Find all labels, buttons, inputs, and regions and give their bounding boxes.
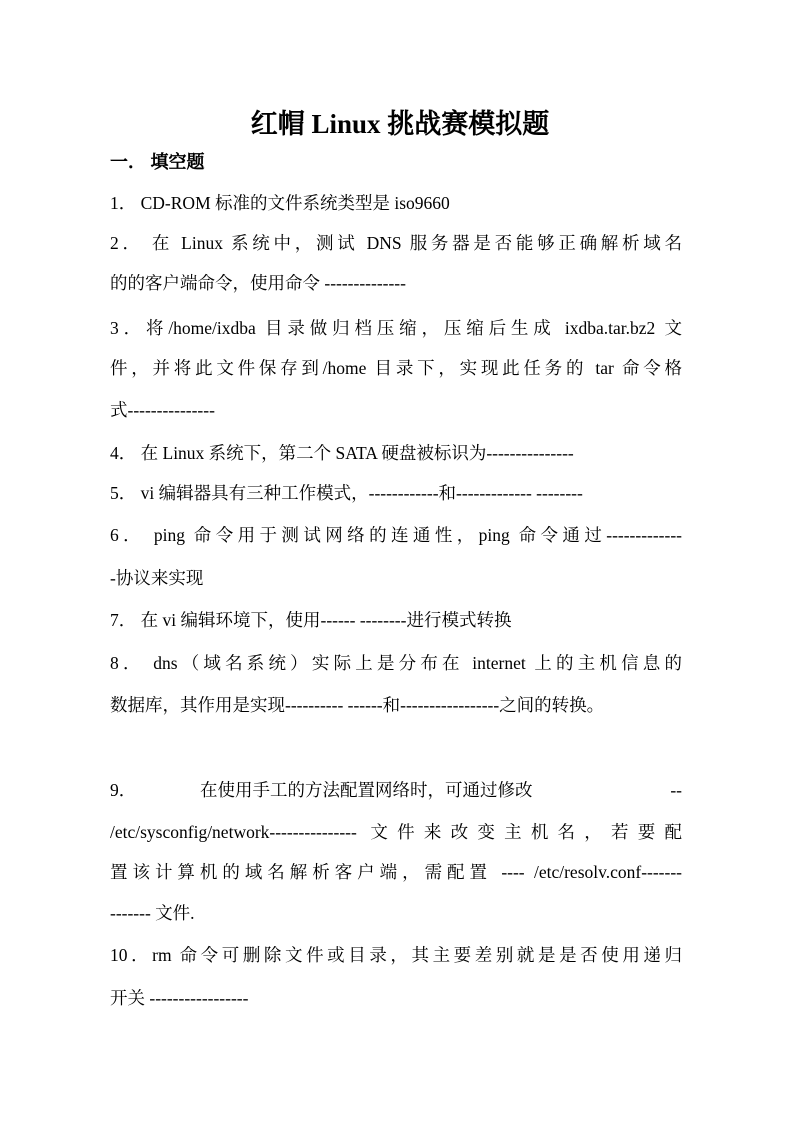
question-6: 6． ping 命令用于测试网络的连通性，ping 命令通过-------------	[110, 525, 682, 545]
question-10-cont: 开关 -----------------	[110, 988, 249, 1008]
question-1: 1． CD-ROM 标准的文件系统类型是 iso9660	[110, 193, 450, 213]
question-9-text: 在使用手工的方法配置网络时，可通过修改	[200, 780, 533, 800]
question-9-blank: --	[670, 780, 682, 800]
question-9-cont2: 置该计算机的域名解析客户端，需配置 ---- /etc/resolv.conf-------	[110, 862, 682, 882]
question-10: 10．rm 命令可删除文件或目录，其主要差别就是是否使用递归	[110, 945, 682, 965]
question-3-cont: 件，并将此文件保存到/home 目录下，实现此任务的 tar 命令格	[110, 358, 682, 378]
document-title: 红帽 Linux 挑战赛模拟题	[250, 109, 550, 139]
question-8: 8． dns（域名系统）实际上是分布在 internet 上的主机信息的	[110, 653, 682, 673]
question-7: 7． 在 vi 编辑环境下，使用------ --------进行模式转换	[110, 610, 512, 630]
question-9	[110, 779, 682, 801]
question-3-cont2: 式---------------	[110, 400, 215, 420]
question-9-cont3: ------- 文件.	[110, 903, 195, 923]
question-5: 5． vi 编辑器具有三种工作模式，------------和------------- --------	[110, 483, 583, 503]
question-3: 3．将/home/ixdba 目录做归档压缩，压缩后生成 ixdba.tar.bz2 文	[110, 318, 682, 338]
section-heading: 一． 填空题	[110, 152, 205, 172]
question-2-cont: 的的客户端命令，使用命令 --------------	[110, 273, 406, 293]
question-9-number: 9．	[110, 780, 137, 800]
question-8-cont: 数据库，其作用是实现---------- ------和-----------------之间的转换。	[110, 695, 605, 715]
question-9-cont: /etc/sysconfig/network--------------- 文件来改变主机名，若要配	[110, 822, 682, 842]
question-6-cont: -协议来实现	[110, 568, 204, 588]
question-2: 2． 在 Linux 系统中，测试 DNS 服务器是否能够正确解析域名	[110, 233, 682, 253]
question-4: 4． 在 Linux 系统下，第二个 SATA 硬盘被标识为---------------	[110, 443, 574, 463]
